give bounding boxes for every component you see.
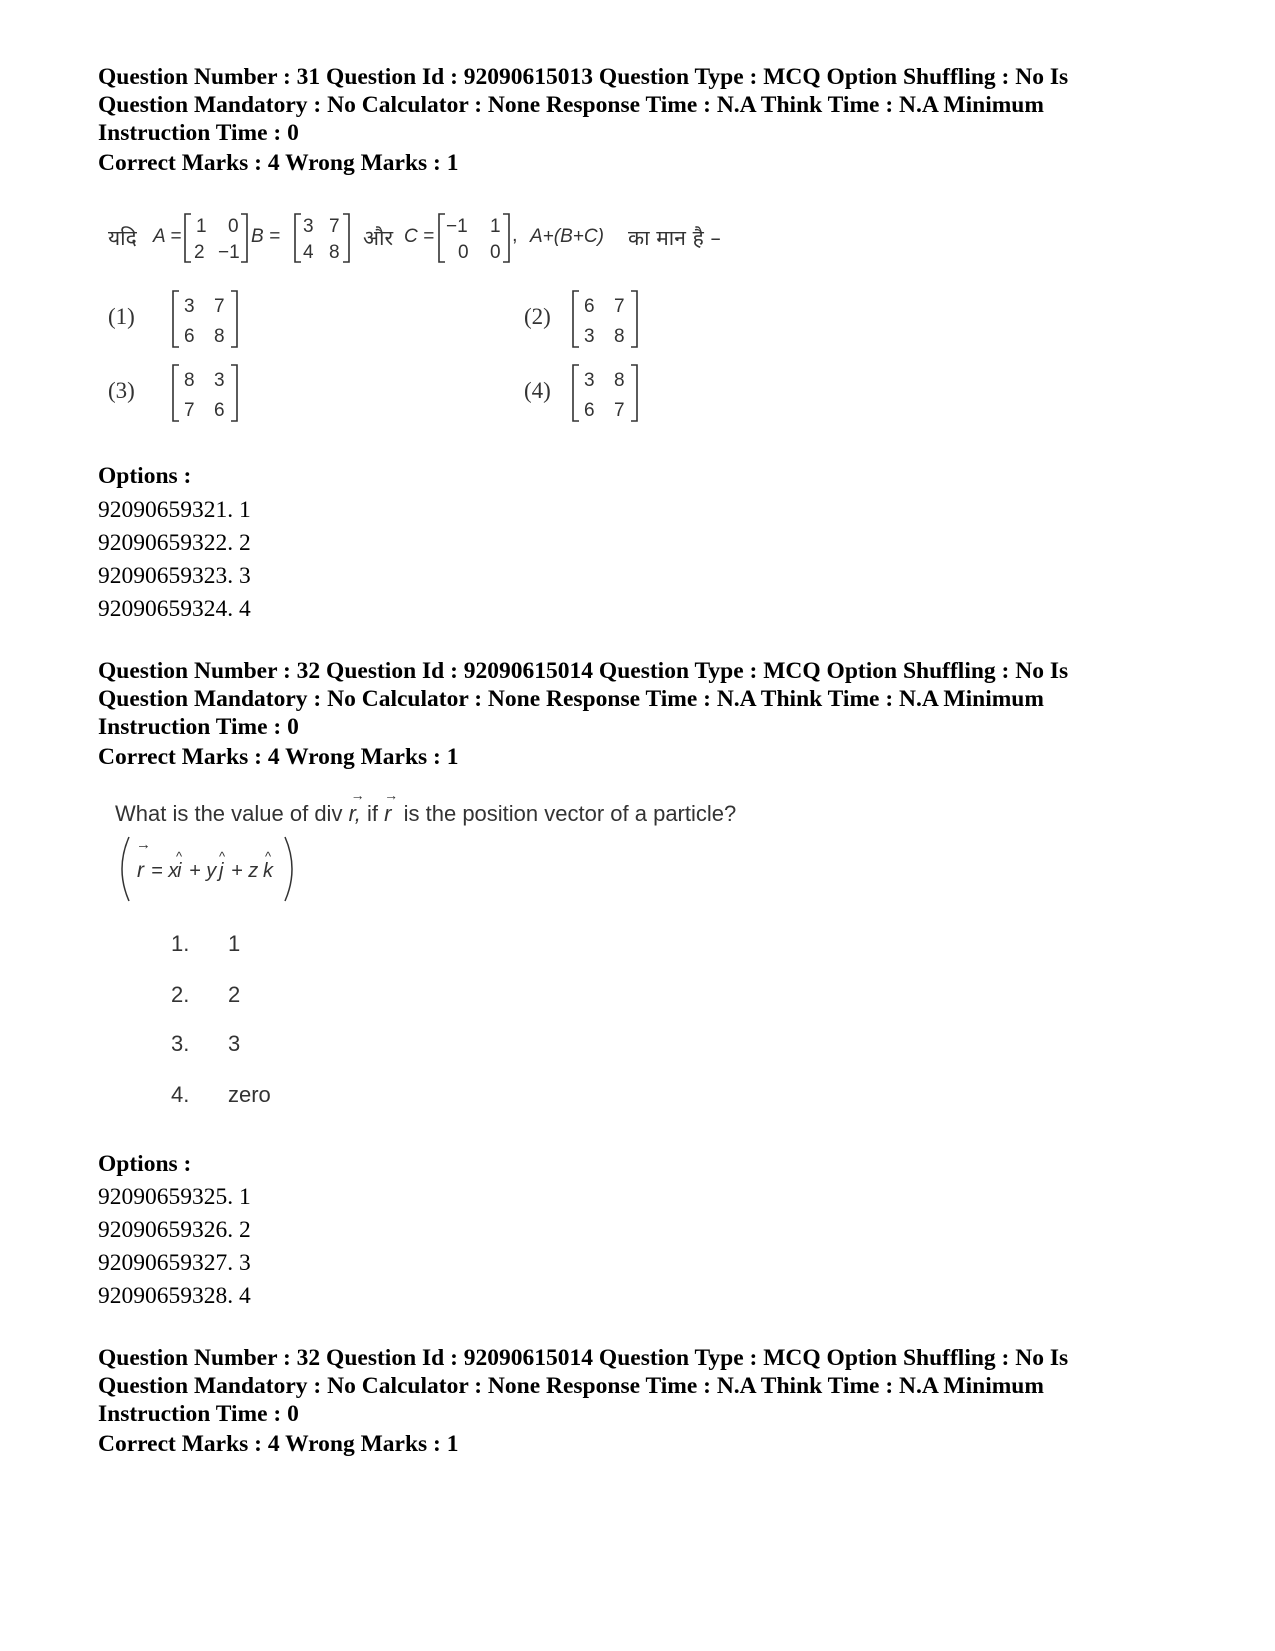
svg-text:^: ^ xyxy=(265,849,272,864)
matrix-cell: 7 xyxy=(614,296,625,317)
matrix-cell: 8 xyxy=(184,370,195,391)
options-title-32: Options : xyxy=(98,1151,192,1177)
position-vector-formula xyxy=(115,833,315,905)
matrix-cell: 3 xyxy=(303,216,314,237)
header-line: Question Number : 32 Question Id : 92090615014 Question Type : MCQ Option Shuffling : No Is xyxy=(98,658,1069,684)
matrix-cell: 8 xyxy=(614,370,625,391)
matrix-cell: 6 xyxy=(214,400,225,421)
choice-value: zero xyxy=(228,1082,271,1107)
matrix-cell: 6 xyxy=(184,326,195,347)
matrix-cell: 7 xyxy=(214,296,225,317)
formula-part: = x xyxy=(151,860,179,882)
formula-part: + y xyxy=(189,860,217,882)
question-header-32-repeat xyxy=(98,1344,1198,1428)
matrix-c xyxy=(438,210,510,266)
choice-number: 2. xyxy=(171,982,190,1007)
question-header-32 xyxy=(98,657,1198,741)
option-line: 92090659327. 3 xyxy=(98,1250,251,1276)
matrix-cell: 3 xyxy=(184,296,195,317)
matrix-cell: 6 xyxy=(584,400,595,421)
matrix-cell: 3 xyxy=(584,326,595,347)
matrix-cell: 1 xyxy=(196,216,207,237)
option-line: 92090659323. 3 xyxy=(98,563,251,589)
header-line: Question Mandatory : No Calculator : None Response Time : N.A Think Time : N.A Minimum xyxy=(98,92,1044,118)
stmt-suffix: का मान है – xyxy=(628,226,721,250)
choice-number: 3. xyxy=(171,1031,190,1056)
header-line: Instruction Time : 0 xyxy=(98,714,299,740)
choice-matrix-1 xyxy=(172,288,238,350)
matrix-b xyxy=(294,210,350,266)
formula-part: + z xyxy=(231,860,259,882)
svg-text:^: ^ xyxy=(176,849,183,864)
header-line: Instruction Time : 0 xyxy=(98,1401,299,1427)
q-part: if xyxy=(366,801,378,826)
matrix-cell: 3 xyxy=(214,370,225,391)
header-line: Question Number : 32 Question Id : 92090615014 Question Type : MCQ Option Shuffling : No Is xyxy=(98,1345,1069,1371)
header-line: Question Number : 31 Question Id : 92090615013 Question Type : MCQ Option Shuffling : No Is xyxy=(98,64,1069,90)
choice-number: 1. xyxy=(171,931,190,956)
header-line: Instruction Time : 0 xyxy=(98,120,299,146)
matrix-cell: 0 xyxy=(458,242,469,263)
vector-r: → r, xyxy=(348,787,365,826)
marks-line-31: Correct Marks : 4 Wrong Marks : 1 xyxy=(98,150,459,176)
choice-value: 3 xyxy=(228,1031,241,1056)
question-32-text xyxy=(115,787,737,827)
matrix-cell: 1 xyxy=(490,216,501,237)
matrix-cell: 7 xyxy=(184,400,195,421)
matrix-cell: 2 xyxy=(194,242,205,263)
question-32-content xyxy=(115,787,835,1125)
stmt-conj: और xyxy=(363,226,394,250)
matrix-cell: 3 xyxy=(584,370,595,391)
choice-label: (1) xyxy=(108,304,135,329)
vector-r-text: r, xyxy=(348,801,361,826)
choice-matrix-3 xyxy=(172,362,238,424)
formula-part: i xyxy=(177,860,182,882)
question-header-31 xyxy=(98,63,1198,147)
matrix-cell: −1 xyxy=(446,216,468,237)
vector-r-text: r xyxy=(384,801,392,826)
choice-value: 2 xyxy=(228,982,241,1007)
stmt-prefix: यदि xyxy=(108,226,137,250)
vector-r: → r xyxy=(384,787,399,826)
choice-matrix-4 xyxy=(572,362,638,424)
header-line: Question Mandatory : No Calculator : None Response Time : N.A Think Time : N.A Minimum xyxy=(98,686,1044,712)
marks-line-32-repeat: Correct Marks : 4 Wrong Marks : 1 xyxy=(98,1431,459,1457)
option-line: 92090659325. 1 xyxy=(98,1184,251,1210)
matrix-cell: 0 xyxy=(490,242,501,263)
choice-value: 1 xyxy=(228,931,241,956)
matrix-cell: 4 xyxy=(303,242,314,263)
matrix-cell: 8 xyxy=(329,242,340,263)
option-line: 92090659322. 2 xyxy=(98,530,251,556)
option-line: 92090659326. 2 xyxy=(98,1217,251,1243)
option-line: 92090659321. 1 xyxy=(98,497,251,523)
q-part: is the position vector of a particle? xyxy=(403,801,737,826)
formula-part: j xyxy=(219,860,224,882)
header-line: Question Mandatory : No Calculator : None Response Time : N.A Think Time : N.A Minimum xyxy=(98,1373,1044,1399)
svg-text:^: ^ xyxy=(219,849,226,864)
question-31-content xyxy=(108,210,768,440)
matrix-cell: 7 xyxy=(329,216,340,237)
formula-part: r xyxy=(137,859,144,882)
choice-label: (3) xyxy=(108,378,135,403)
svg-text:→: → xyxy=(136,836,151,853)
matrix-a xyxy=(184,210,248,266)
choice-label: (2) xyxy=(524,304,551,329)
matrix-cell: 7 xyxy=(614,400,625,421)
matrix-b-label: B = xyxy=(251,226,281,247)
stmt-expr: A+(B+C) xyxy=(530,226,604,247)
choice-number: 4. xyxy=(171,1082,190,1107)
q-part: What is the value of div xyxy=(115,801,343,826)
choice-label: (4) xyxy=(524,378,551,403)
options-title-31: Options : xyxy=(98,463,192,489)
choice-matrix-2 xyxy=(572,288,638,350)
matrix-cell: 8 xyxy=(214,326,225,347)
option-line: 92090659328. 4 xyxy=(98,1283,251,1309)
option-line: 92090659324. 4 xyxy=(98,596,251,622)
matrix-c-label: C = xyxy=(404,226,435,247)
marks-line-32: Correct Marks : 4 Wrong Marks : 1 xyxy=(98,744,459,770)
matrix-cell: 0 xyxy=(228,216,239,237)
matrix-a-label: A = xyxy=(153,226,182,247)
comma: , xyxy=(512,224,518,246)
matrix-cell: −1 xyxy=(218,242,240,263)
formula-part: k xyxy=(263,860,273,882)
matrix-cell: 6 xyxy=(584,296,595,317)
matrix-cell: 8 xyxy=(614,326,625,347)
